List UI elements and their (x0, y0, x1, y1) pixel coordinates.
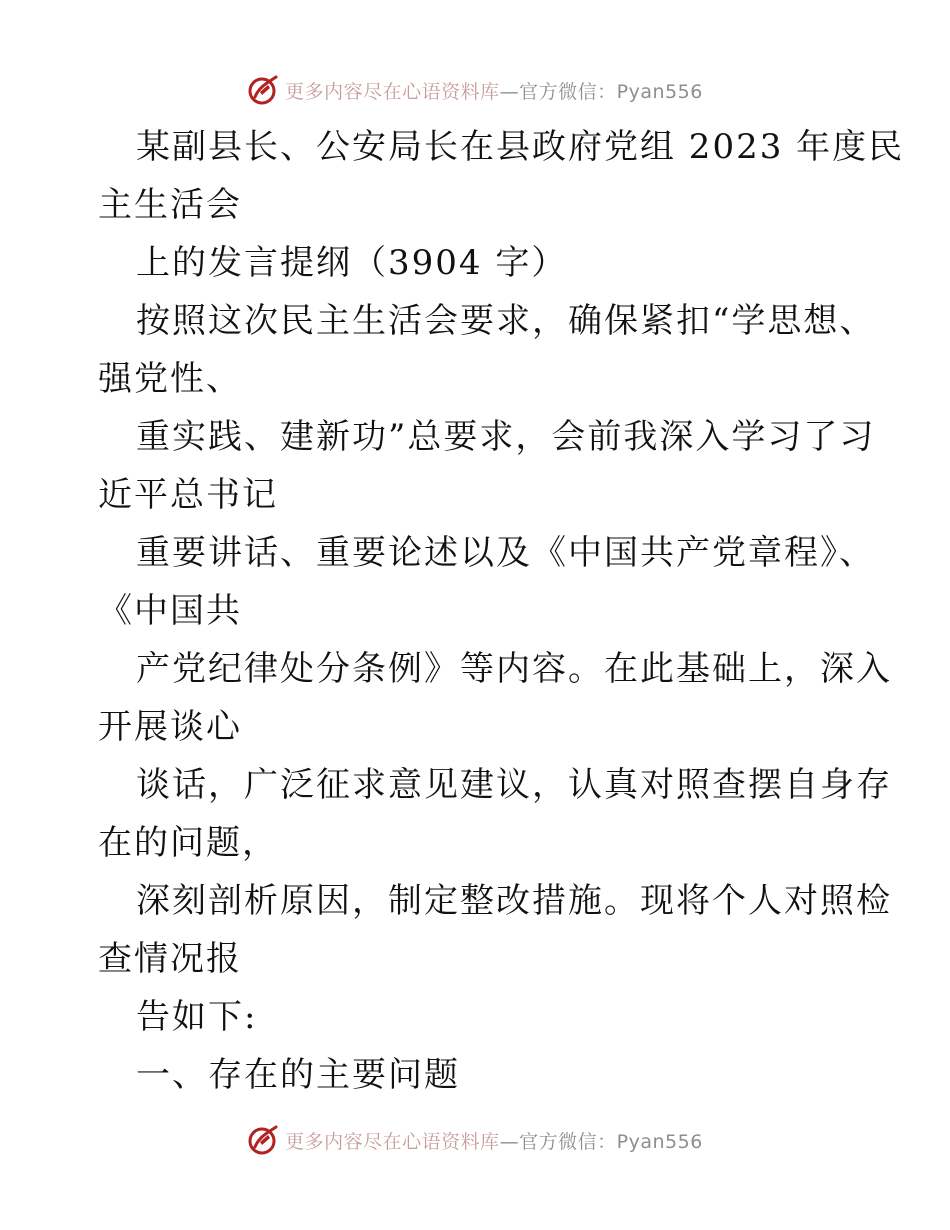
document-line: 主生活会 (98, 185, 242, 225)
header-banner-contact: 官方微信：Pyan556 (519, 80, 703, 103)
document-line: 某副县长、公安局长在县政府党组 2023 年度民 (136, 127, 905, 167)
document-line: 强党性、 (98, 359, 242, 399)
document-line: 重要讲话、重要论述以及《中国共产党章程》、 (136, 533, 875, 573)
document-line: 《中国共 (98, 591, 242, 631)
document-body (98, 118, 905, 1104)
pen-swirl-logo-icon (247, 73, 281, 107)
document-line: 告如下: (136, 997, 258, 1037)
header-banner-text (285, 77, 703, 104)
document-line: 查情况报 (98, 939, 242, 979)
document-line: 一、存在的主要问题 (136, 1055, 460, 1095)
document-line: 深刻剖析原因，制定整改措施。现将个人对照检 (136, 881, 892, 921)
pen-swirl-logo-icon (247, 1123, 281, 1157)
document-line: 按照这次民主生活会要求，确保紧扣“学思想、 (136, 301, 876, 341)
header-banner (0, 68, 950, 112)
document-line: 近平总书记 (98, 475, 278, 515)
document-line: 上的发言提纲（3904 字） (136, 243, 568, 283)
header-banner-separator: — (499, 80, 520, 103)
document-line: 开展谈心 (98, 707, 242, 747)
footer-banner-main: 更多内容尽在心语资料库 (285, 1130, 500, 1153)
header-banner-main: 更多内容尽在心语资料库 (285, 80, 500, 103)
document-line: 谈话，广泛征求意见建议，认真对照查摆自身存 (136, 765, 892, 805)
document-line: 产党纪律处分条例》等内容。在此基础上，深入 (136, 649, 892, 689)
footer-banner-contact: 官方微信：Pyan556 (519, 1130, 703, 1153)
document-line: 重实践、建新功”总要求，会前我深入学习了习 (136, 417, 876, 457)
footer-banner-separator: — (499, 1130, 520, 1153)
footer-banner (0, 1118, 950, 1162)
document-line: 在的问题， (98, 823, 278, 863)
footer-banner-text (285, 1127, 703, 1154)
